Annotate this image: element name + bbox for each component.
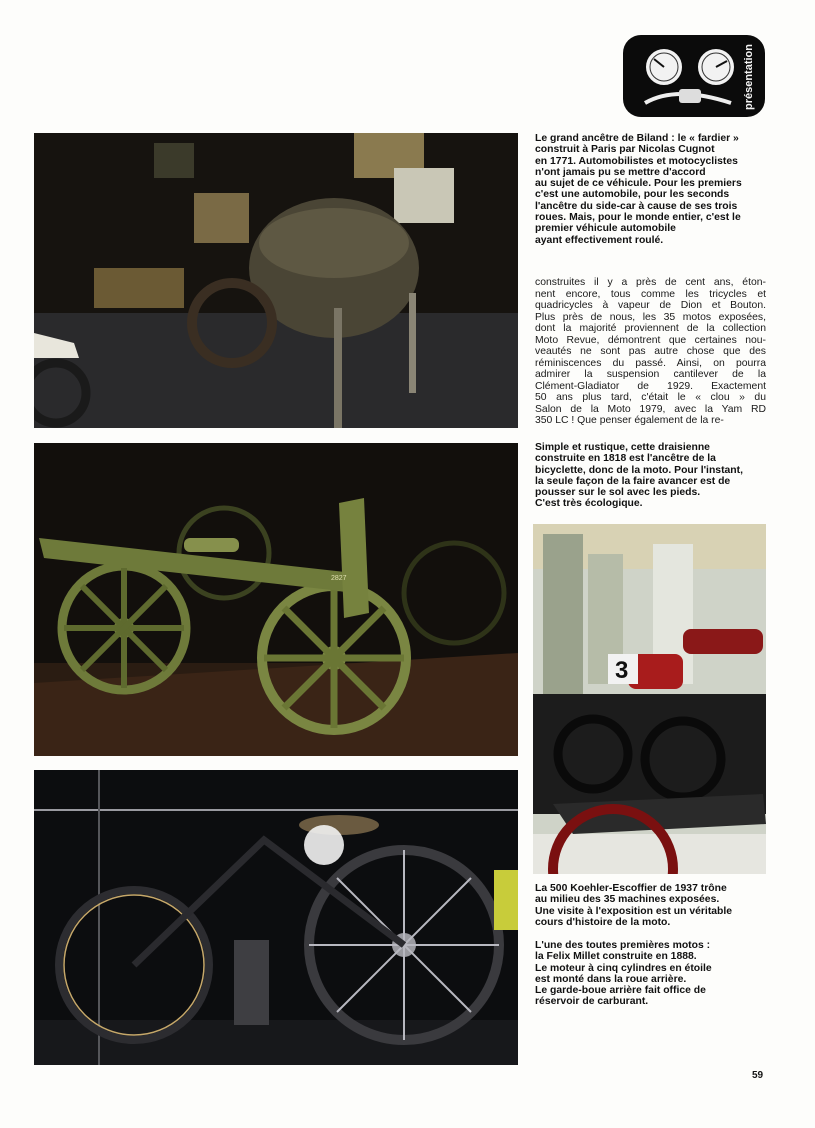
caption-line: construit à Paris par Nicolas Cugnot [535,144,715,156]
caption-line: ayant effectivement roulé. [535,234,664,246]
caption-koehler-escoffier [535,883,767,928]
caption-line: l'ancêtre du side-car à cause de ses trois [535,200,738,212]
body-line: Clément-Gladiator de 1929. Exactement [535,380,766,392]
caption-line: n'ont jamais pu se mettre d'accord [535,166,706,178]
body-line: admirer la suspension cantilever de la [535,369,766,380]
caption-line: est monté dans la roue arrière. [535,973,687,985]
caption-line: Le moteur à cinq cylindres en étoile [535,962,712,974]
race-number: 3 [615,657,629,684]
body-line: 50 ans plus tard, c'était le « clou » du [535,392,766,403]
body-line: dont la majorité proviennent de la collection [535,323,766,334]
photo-fardier-cugnot [34,133,518,428]
presentation-logo [621,33,767,119]
caption-line: pousser sur le sol avec les pieds. [535,487,701,499]
body-line: réminiscences du passé. Ainsi, on pourra [535,357,766,369]
body-line: quadricycles à vapeur de Dion et Bouton. [535,300,766,311]
caption-line: construite en 1818 est l'ancêtre de la [535,453,716,465]
caption-line: Simple et rustique, cette draisienne [535,442,710,453]
caption-line: la Felix Millet construite en 1888. [535,951,697,963]
article-body [535,277,766,427]
caption-line: Le garde-boue arrière fait office de [535,985,706,997]
caption-line: au sujet de ce véhicule. Pour les premiers [535,178,742,190]
caption-line: cours d'histoire de la moto. [535,916,671,928]
caption-line: c'est une automobile, pour les seconds [535,189,730,201]
caption-line: La 500 Koehler-Escoffier de 1937 trône [535,883,727,894]
caption-line: Une visite à l'exposition est un véritable [535,905,733,917]
caption-line: premier véhicule automobile [535,223,676,235]
caption-fardier [535,133,767,246]
body-line: nent encore, tous comme les tricycles et [535,288,766,300]
frame-plate-number: 2827 [331,575,347,582]
body-line: veautés ne sont pas autre chose que des [535,346,766,357]
caption-line: bicyclette, donc de la moto. Pour l'instant, [535,464,744,476]
caption-line: L'une des toutes premières motos : [535,940,711,951]
body-line: 350 LC ! Que penser également de la re- [535,415,724,426]
body-line: Moto Revue, démontrent que certaines nou- [535,334,766,346]
caption-draisienne [535,442,767,510]
caption-line: la seule façon de la faire avancer est de [535,475,731,487]
body-line: Plus près de nous, les 35 motos exposées, [535,311,766,323]
photo-felix-millet [34,770,518,1065]
photo-draisienne [34,443,518,756]
logo-label: présentation [743,43,755,111]
caption-line: en 1771. Automobilistes et motocyclistes [535,155,738,167]
caption-line: réservoir de carburant. [535,996,649,1008]
photo-koehler-escoffier [533,524,766,874]
body-line: construites il y a près de cent ans, éton- [535,277,766,288]
caption-felix-millet [535,940,767,1008]
page-number: 59 [752,1070,764,1081]
caption-line: C'est très écologique. [535,498,643,510]
body-line: Salon de la Moto 1979, avec la Yam RD [535,403,766,415]
caption-line: Le grand ancêtre de Biland : le « fardier » [535,133,739,144]
caption-line: au milieu des 35 machines exposées. [535,894,720,906]
caption-line: roues. Mais, pour le monde entier, c'est le [535,212,741,224]
